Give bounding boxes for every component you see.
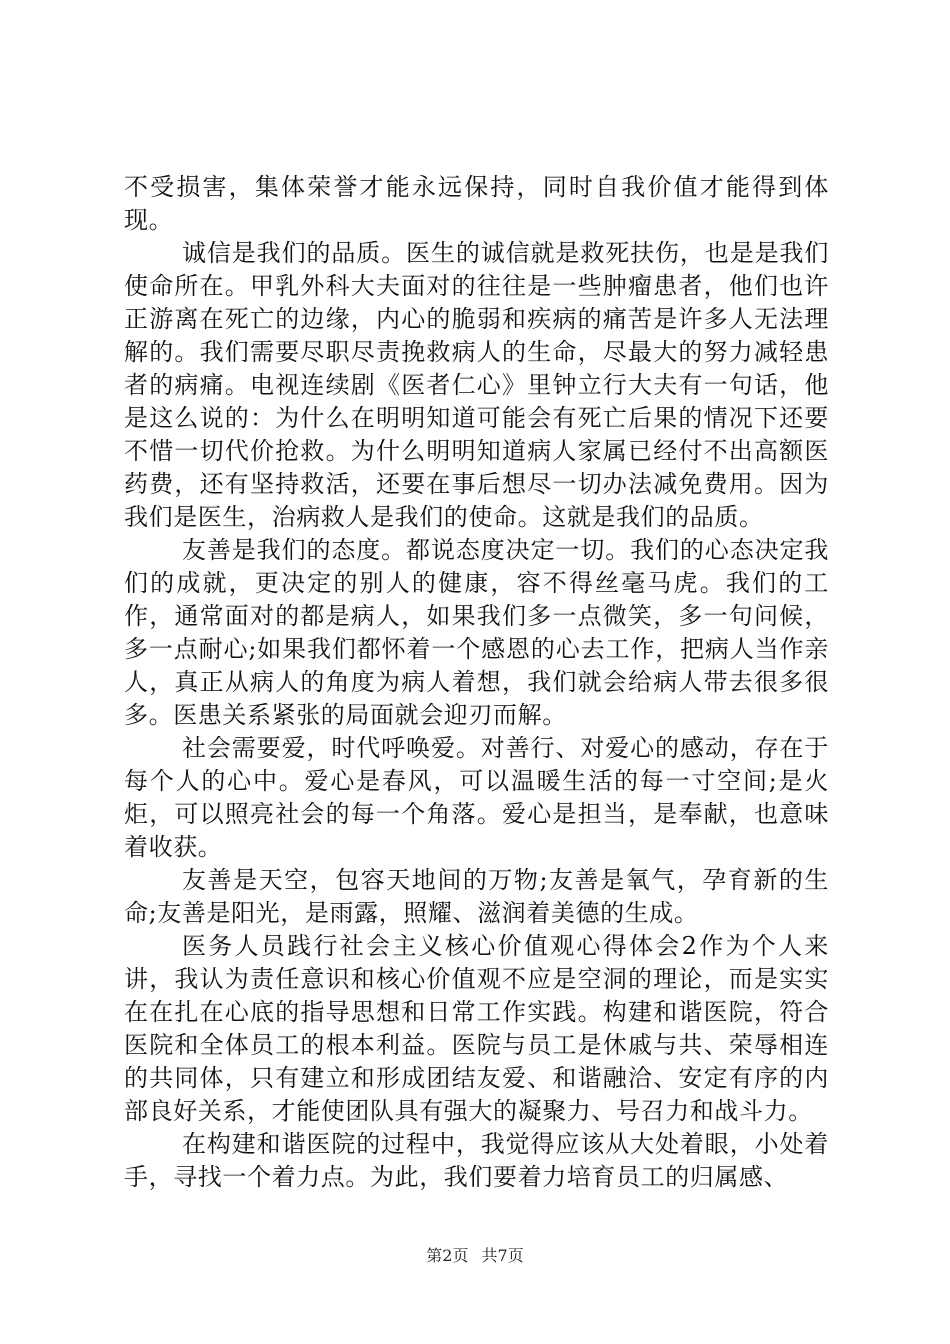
document-body bbox=[124, 171, 829, 1194]
paragraph-harmonious-hospital: 在构建和谐医院的过程中，我觉得应该从大处着眼，小处着手，寻找一个着力点。为此，我们要着力培育员工的归属感、 bbox=[124, 1130, 829, 1191]
paragraph-core-values-2: 医务人员践行社会主义核心价值观心得体会2作为个人来讲，我认为责任意识和核心价值观不应是空洞的理论，而是实实在在扎在心底的指导思想和日常工作实践。构建和谐医院，符合医院和全体员工的根本利益。医院与员工是休戚与共、荣辱相连的共同体，只有建立和形成团结友爱、和谐融洽、安定有序的内部良好关系，才能使团队具有强大的凝聚力、号召力和战斗力。 bbox=[124, 932, 829, 1125]
page-total: 共7页 bbox=[481, 1246, 524, 1265]
page-number: 第2页 bbox=[426, 1246, 469, 1265]
paragraph-society-love: 社会需要爱，时代呼唤爱。对善行、对爱心的感动，存在于每个人的心中。爱心是春风，可以温暖生活的每一寸空间;是火炬，可以照亮社会的每一个角落。爱心是担当，是奉献，也意味着收获。 bbox=[124, 734, 829, 861]
paragraph-continuation: 不受损害，集体荣誉才能永远保持，同时自我价值才能得到体现。 bbox=[124, 173, 829, 234]
paragraph-friendliness-sky: 友善是天空，包容天地间的万物;友善是氧气，孕育新的生命;友善是阳光，是雨露，照耀、滋润着美德的生成。 bbox=[124, 866, 829, 927]
page-footer bbox=[0, 1246, 950, 1266]
paragraph-friendliness-attitude: 友善是我们的态度。都说态度决定一切。我们的心态决定我们的成就，更决定的别人的健康，容不得丝毫马虎。我们的工作，通常面对的都是病人，如果我们多一点微笑，多一句问候，多一点耐心;如果我们都怀着一个感恩的心去工作，把病人当作亲人，真正从病人的角度为病人着想，我们就会给病人带去很多很多。医患关系紧张的局面就会迎刃而解。 bbox=[124, 536, 829, 729]
paragraph-integrity: 诚信是我们的品质。医生的诚信就是救死扶伤，也是是我们使命所在。甲乳外科大夫面对的往往是一些肿瘤患者，他们也许正游离在死亡的边缘，内心的脆弱和疾病的痛苦是许多人无法理解的。我们需要尽职尽责挽救病人的生命，尽最大的努力减轻患者的病痛。电视连续剧《医者仁心》里钟立行大夫有一句话，他是这么说的：为什么在明明知道可能会有死亡后果的情况下还要不惜一切代价抢救。为什么明明知道病人家属已经付不出高额医药费，还有坚持救活，还要在事后想尽一切办法减免费用。因为我们是医生，治病救人是我们的使命。这就是我们的品质。 bbox=[124, 239, 829, 531]
